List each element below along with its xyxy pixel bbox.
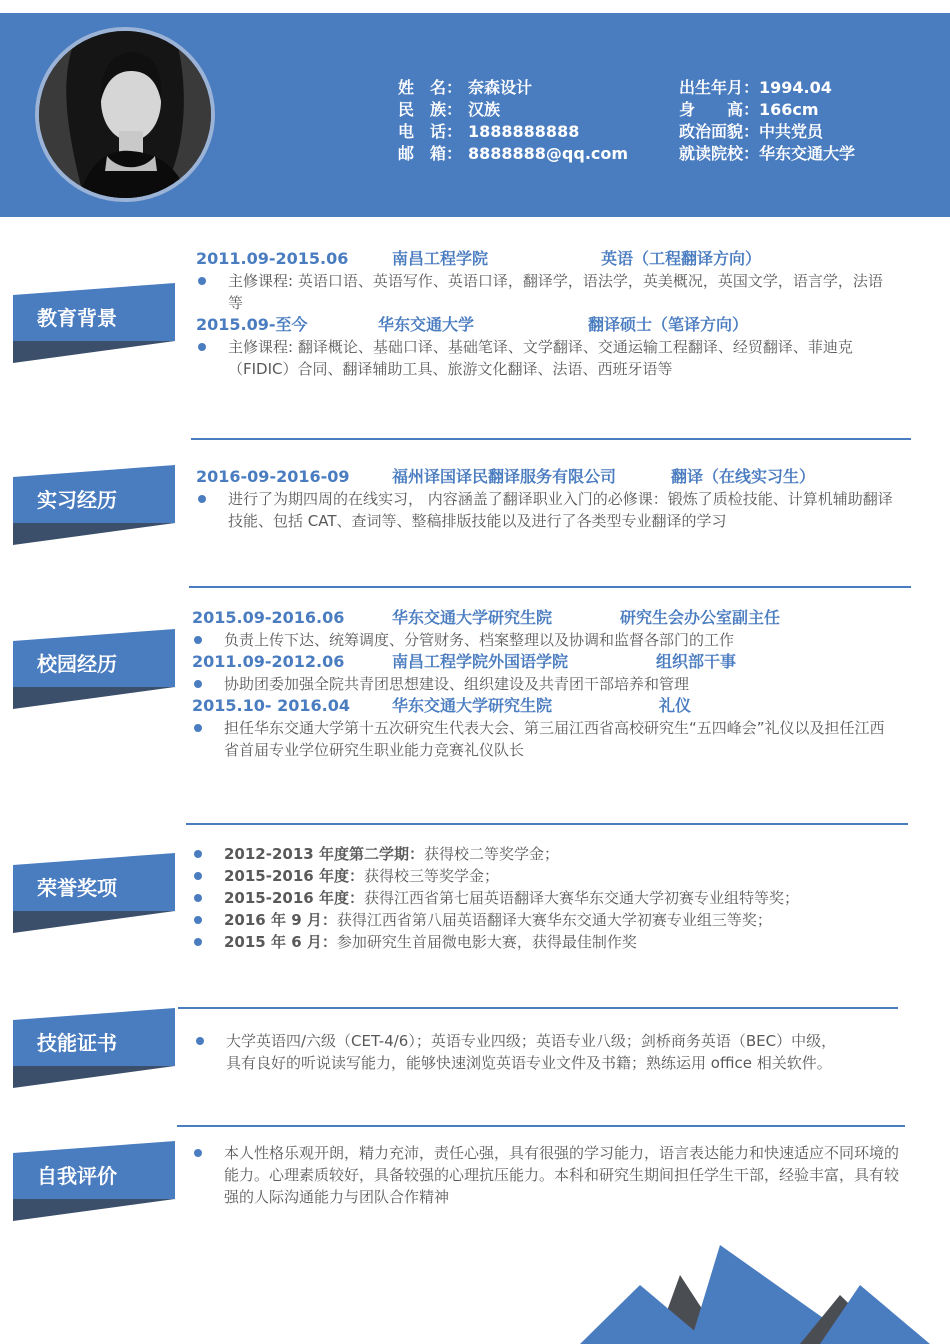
profile-header <box>0 13 950 217</box>
role: 研究生会办公室副主任 <box>620 608 781 627</box>
campus-entry-header <box>190 695 895 717</box>
section-title-honors: 荣誉奖项 <box>13 865 175 911</box>
profile-info-left <box>398 77 628 165</box>
section-title-self: 自我评价 <box>13 1153 175 1199</box>
avatar <box>35 27 215 202</box>
section-title-skills: 技能证书 <box>13 1020 175 1066</box>
period: 2015.10- 2016.04 <box>192 696 350 715</box>
section-title-campus: 校园经历 <box>13 641 175 687</box>
bullet-icon <box>194 724 202 732</box>
birth-value: 1994.04 <box>759 78 832 97</box>
bullet-icon <box>198 343 206 351</box>
ethnicity-label: 民 族： <box>398 100 463 119</box>
bullet-icon <box>194 1149 202 1157</box>
internship-section <box>194 466 894 532</box>
role: 翻译（在线实习生） <box>671 467 816 486</box>
divider <box>189 586 911 588</box>
politics-label: 政治面貌： <box>679 122 760 141</box>
email-value: 8888888@qq.com <box>468 144 629 163</box>
bullet-icon <box>196 1037 204 1045</box>
education-entry-header <box>194 314 894 336</box>
organization: 华东交通大学研究生院 <box>392 696 553 715</box>
section-tab-self <box>13 1153 175 1221</box>
section-tab-skills <box>13 1020 175 1088</box>
name-value: 奈森设计 <box>468 78 533 97</box>
ethnicity-value: 汉族 <box>468 100 501 119</box>
bullet-icon <box>194 636 202 644</box>
period: 2011.09-2015.06 <box>196 249 349 268</box>
period: 2011.09-2012.06 <box>192 652 345 671</box>
height-label: 身 高： <box>679 100 760 119</box>
bullet-icon <box>194 938 202 946</box>
list-item: 2015 年 6 月：参加研究生首届微电影大赛，获得最佳制作奖 <box>190 931 895 953</box>
campus-entry-header <box>190 607 895 629</box>
portrait-photo <box>39 31 211 198</box>
list-item: 2012-2013 年度第二学期：获得校二等奖学金； <box>190 843 895 865</box>
organization: 福州译国译民翻译服务有限公司 <box>392 467 617 486</box>
divider <box>191 438 911 440</box>
section-title-internship: 实习经历 <box>13 477 175 523</box>
self-eval-section <box>190 1142 900 1208</box>
internship-entry-header <box>194 466 894 488</box>
campus-entry-header <box>190 651 895 673</box>
email-label: 邮 箱： <box>398 144 463 163</box>
section-title-education: 教育背景 <box>13 295 175 341</box>
bullet-icon <box>194 872 202 880</box>
bullet-icon <box>194 916 202 924</box>
bullet-icon <box>194 850 202 858</box>
bullet-icon <box>198 495 206 503</box>
school-value: 华东交通大学 <box>759 144 856 163</box>
organization: 华东交通大学研究生院 <box>392 608 553 627</box>
organization: 南昌工程学院 <box>392 249 489 268</box>
list-item: 负责上传下达、统筹调度、分管财务、档案整理以及协调和监督各部门的工作 <box>190 629 895 651</box>
period: 2016-09-2016-09 <box>196 467 350 486</box>
height-value: 166cm <box>759 100 819 119</box>
list-item: 担任华东交通大学第十五次研究生代表大会、第三届江西省高校研究生“五四峰会”礼仪以及担任江西省首届专业学位研究生职业能力竞赛礼仪队长 <box>190 717 895 761</box>
list-item: 2015-2016 年度：获得校三等奖学金； <box>190 865 895 887</box>
profile-info-right <box>679 77 855 165</box>
phone-value: 1888888888 <box>468 122 580 141</box>
honors-section <box>190 843 895 953</box>
education-section <box>194 248 894 380</box>
period: 2015.09-2016.06 <box>192 608 345 627</box>
list-item: 主修课程: 英语口语、英语写作、英语口译，翻译学，语法学，英美概况，英国文学，语言学，法语等 <box>194 270 894 314</box>
bullet-icon <box>194 894 202 902</box>
divider <box>177 1125 905 1127</box>
section-tab-internship <box>13 477 175 545</box>
divider <box>178 1007 898 1009</box>
list-item: 协助团委加强全院共青团思想建设、组织建设及共青团干部培养和管理 <box>190 673 895 695</box>
section-tab-honors <box>13 865 175 933</box>
list-item: 主修课程: 翻译概论、基础口译、基础笔译、文学翻译、交通运输工程翻译、经贸翻译、菲迪克（FIDIC）合同、翻译辅助工具、旅游文化翻译、法语、西班牙语等 <box>194 336 894 380</box>
skills-section <box>192 1030 897 1074</box>
politics-value: 中共党员 <box>759 122 824 141</box>
period: 2015.09-至今 <box>196 315 308 334</box>
section-tab-campus <box>13 641 175 709</box>
organization: 南昌工程学院外国语学院 <box>392 652 569 671</box>
birth-label: 出生年月： <box>679 78 760 97</box>
list-item: 2015-2016 年度：获得江西省第七届英语翻译大赛华东交通大学初赛专业组特等奖； <box>190 887 895 909</box>
name-label: 姓 名： <box>398 78 463 97</box>
education-entry-header <box>194 248 894 270</box>
role: 英语（工程翻译方向） <box>601 249 762 268</box>
role: 翻译硕士（笔译方向） <box>588 315 749 334</box>
divider <box>186 823 908 825</box>
bullet-icon <box>198 277 206 285</box>
bullet-icon <box>194 680 202 688</box>
section-tab-education <box>13 295 175 363</box>
role: 礼仪 <box>659 696 692 715</box>
phone-label: 电 话： <box>398 122 463 141</box>
campus-section <box>190 607 895 761</box>
list-item: 本人性格乐观开朗，精力充沛，责任心强，具有很强的学习能力，语言表达能力和快速适应不同环境的能力。心理素质较好，具备较强的心理抗压能力。本科和研究生期间担任学生干部，经验丰富，具有较强的人际沟通能力与团队合作精神 <box>190 1142 900 1208</box>
school-label: 就读院校： <box>679 144 760 163</box>
mountains-decoration <box>560 1245 950 1344</box>
list-item: 进行了为期四周的在线实习， 内容涵盖了翻译职业入门的必修课：锻炼了质检技能、计算机辅助翻译技能、包括 CAT、查词等、整稿排版技能以及进行了各类型专业翻译的学习 <box>194 488 894 532</box>
role: 组织部干事 <box>656 652 737 671</box>
list-item: 2016 年 9 月：获得江西省第八届英语翻译大赛华东交通大学初赛专业组三等奖； <box>190 909 895 931</box>
list-item: 大学英语四/六级（CET-4/6）；英语专业四级；英语专业八级；剑桥商务英语（BEC）中级， 具有良好的听说读写能力，能够快速浏览英语专业文件及书籍；熟练运用 office 相关软件。 <box>192 1030 897 1074</box>
organization: 华东交通大学 <box>378 315 475 334</box>
